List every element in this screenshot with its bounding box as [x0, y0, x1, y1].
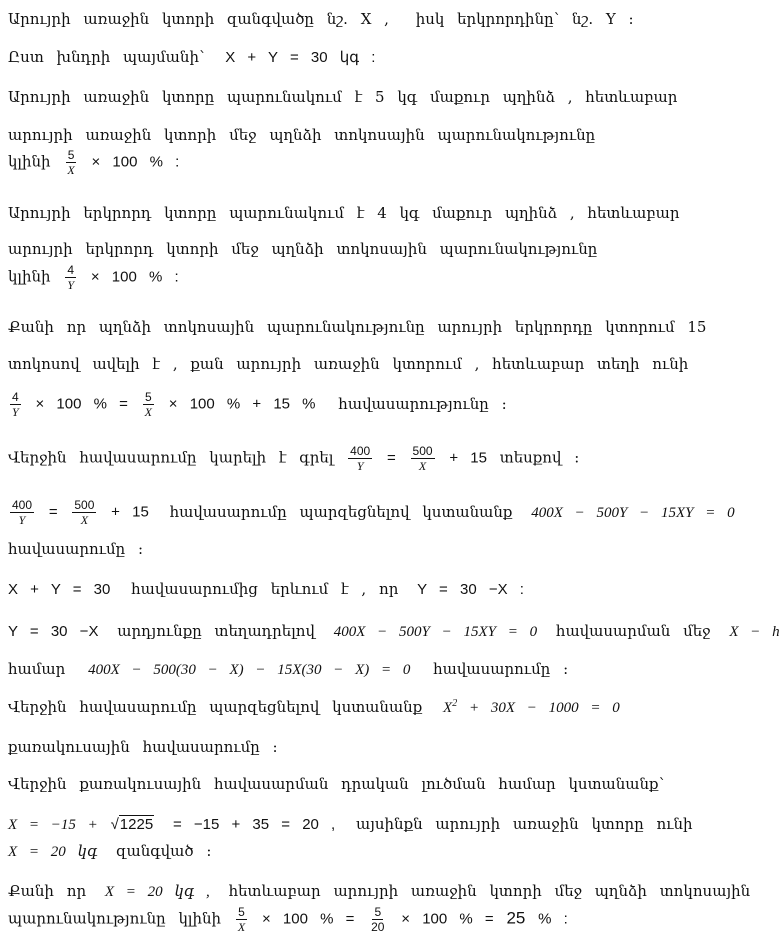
fraction — [65, 148, 76, 177]
line-4-text: արույրի առաջին կտորի մեջ պղնձի տոկոսային պարունակությունը — [8, 126, 596, 144]
line-22-expr: X = 20 կգ — [8, 844, 98, 860]
line-11 — [8, 390, 507, 419]
line-6-text: Արույրի երկրորդ կտորը պարունակում է 4 կգ մաքուր պղինձ , հետևաբար — [8, 204, 680, 222]
fraction-numerator: 5 — [238, 905, 245, 919]
line-13-result: 400X − 500Y − 15XY = 0 — [531, 504, 735, 521]
line-18-var: X — [443, 700, 453, 716]
line-15-text: հավասարումից երևում է , որ — [131, 580, 399, 598]
fraction — [10, 390, 21, 419]
equation-part: % : — [538, 910, 568, 928]
line-23-expr: X = 20 կգ , — [104, 884, 210, 900]
line-22-text: զանգված : — [116, 842, 212, 860]
fraction-numerator: 400 — [350, 444, 371, 458]
line-18 — [8, 698, 620, 717]
line-23 — [8, 882, 750, 901]
equation-part: × 100 % + 15 % — [168, 395, 316, 413]
line-23-text-a: Քանի որ — [8, 882, 87, 900]
line-20-text: Վերջին քառակուսային հավասարման դրական լուծման համար կստանանք՝ — [8, 775, 665, 793]
fraction-numerator: 500 — [74, 498, 95, 512]
fraction — [10, 498, 34, 527]
fraction-numerator: 400 — [12, 498, 33, 512]
line-18-expr — [443, 700, 620, 716]
line-8 — [8, 263, 179, 292]
exponent: 2 — [452, 698, 458, 709]
line-5-tail: × 100 % : — [91, 153, 180, 171]
line-15-result: Y = 30 −X : — [417, 581, 524, 598]
line-16-text-b: հավասարման մեջ — [555, 622, 711, 640]
fraction-denominator: X — [237, 920, 246, 934]
fraction-denominator: Y — [67, 278, 75, 292]
fraction — [143, 390, 154, 419]
sqrt-radicand: 1225 — [119, 816, 154, 833]
fraction-denominator: X — [80, 513, 89, 527]
fraction-numerator: 5 — [67, 148, 75, 162]
line-6 — [8, 204, 680, 222]
line-16-expr-3: X − h — [729, 624, 780, 640]
line-8-text: կլինի — [8, 267, 51, 286]
line-19-text: քառակուսային հավասարումը : — [8, 738, 278, 756]
fraction-denominator: X — [418, 459, 427, 473]
line-21-expr-2: = −15 + 35 = 20 , — [172, 816, 336, 833]
fraction-denominator: Y — [12, 405, 19, 419]
line-3 — [8, 88, 677, 106]
line-12-tail: տեսքով : — [499, 448, 580, 467]
fraction-denominator: 20 — [371, 920, 385, 934]
fraction — [72, 498, 96, 527]
fraction — [65, 263, 76, 292]
line-17-text-a: համար — [8, 660, 66, 678]
fraction-denominator: Y — [356, 459, 364, 473]
line-16-text-a: արդյունքը տեղադրելով — [117, 622, 315, 640]
line-19 — [8, 738, 278, 756]
line-10-text: տոկոսով ավելի է , քան արույրի առաջին կտորում , հետևաբար տեղի ունի — [8, 355, 689, 373]
equals-sign: = — [48, 503, 58, 521]
line-9 — [8, 318, 706, 336]
line-14 — [8, 540, 143, 558]
equation-part: × 100 % = — [35, 395, 128, 413]
fraction-denominator: Y — [18, 513, 26, 527]
fraction-numerator: 500 — [412, 444, 433, 458]
line-24-text: պարունակությունը կլինի — [8, 909, 222, 928]
line-13 — [8, 498, 735, 527]
sqrt-sign: √ — [110, 816, 119, 833]
line-20 — [8, 775, 664, 793]
line-16-expr-1: Y = 30 −X — [8, 623, 99, 640]
line-12 — [8, 444, 579, 473]
line-9-text: Քանի որ պղնձի տոկոսային պարունակությունը արույրի երկրորդը կտորում 15 — [8, 318, 707, 336]
line-14-text: հավասարումը : — [8, 540, 144, 558]
line-24 — [8, 905, 568, 934]
line-15-equation: X + Y = 30 — [8, 581, 111, 598]
line-23-text-b: հետևաբար արույրի առաջին կտորի մեջ պղնձի տոկոսային — [228, 882, 751, 900]
line-18-text: Վերջին հավասարումը պարզեցնելով կստանանք — [8, 698, 423, 716]
line-7-text: արույրի երկրորդ կտորի մեջ պղնձի տոկոսային պարունակությունը — [8, 240, 598, 258]
line-1-text-b: իսկ երկրորդինը՝ նշ. Y : — [415, 10, 634, 28]
line-21-text: այսինքն արույրի առաջին կտորը ունի — [356, 815, 693, 833]
line-17-text-b: հավասարումը : — [433, 660, 569, 678]
line-5 — [8, 148, 179, 177]
line-12-text: Վերջին հավասարումը կարելի է գրել — [8, 448, 334, 467]
fraction — [369, 905, 386, 934]
final-result: 25 — [506, 908, 526, 928]
line-15 — [8, 580, 524, 598]
fraction-numerator: 4 — [67, 263, 75, 277]
line-2-text: Ըստ խնդրի պայմանի՝ — [8, 48, 205, 66]
line-11-text: հավասարությունը : — [338, 394, 507, 413]
line-21-expr-1: X = −15 + — [8, 817, 98, 833]
line-1-text-a: Արույրի առաջին կտորի զանգվածը նշ. X , — [8, 10, 389, 28]
fraction — [236, 905, 247, 934]
equals-sign: = — [386, 449, 396, 467]
line-13-text: հավասարումը պարզեցնելով կստանանք — [169, 502, 513, 521]
line-18-rest: + 30X − 1000 = 0 — [468, 700, 620, 716]
line-2-equation: X + Y = 30 կգ : — [225, 49, 376, 66]
line-5-text: կլինի — [8, 152, 51, 171]
equation-part: × 100 % = — [261, 910, 355, 928]
line-16 — [8, 622, 780, 641]
line-10 — [8, 355, 688, 373]
line-21 — [8, 815, 693, 834]
fraction-denominator: X — [144, 405, 152, 419]
line-2 — [8, 48, 375, 66]
fraction — [411, 444, 435, 473]
line-7 — [8, 240, 597, 258]
fraction-numerator: 5 — [144, 390, 152, 404]
line-3-text: Արույրի առաջին կտորը պարունակում է 5 կգ մաքուր պղինձ , հետևաբար — [8, 88, 678, 106]
fraction — [348, 444, 372, 473]
fraction-denominator: X — [67, 163, 75, 177]
equation-part: × 100 % = — [401, 910, 494, 928]
equation-part: + 15 — [449, 449, 487, 467]
line-4 — [8, 126, 595, 144]
line-17-expr: 400X − 500(30 − X) − 15X(30 − X) = 0 — [88, 662, 411, 678]
line-16-expr-2: 400X − 500Y − 15XY = 0 — [333, 624, 538, 640]
line-1 — [8, 10, 634, 28]
line-17 — [8, 660, 568, 679]
fraction-numerator: 5 — [374, 905, 382, 919]
line-22 — [8, 842, 211, 861]
fraction-numerator: 4 — [12, 390, 19, 404]
equation-part: + 15 — [111, 503, 149, 521]
line-8-tail: × 100 % : — [90, 268, 179, 286]
